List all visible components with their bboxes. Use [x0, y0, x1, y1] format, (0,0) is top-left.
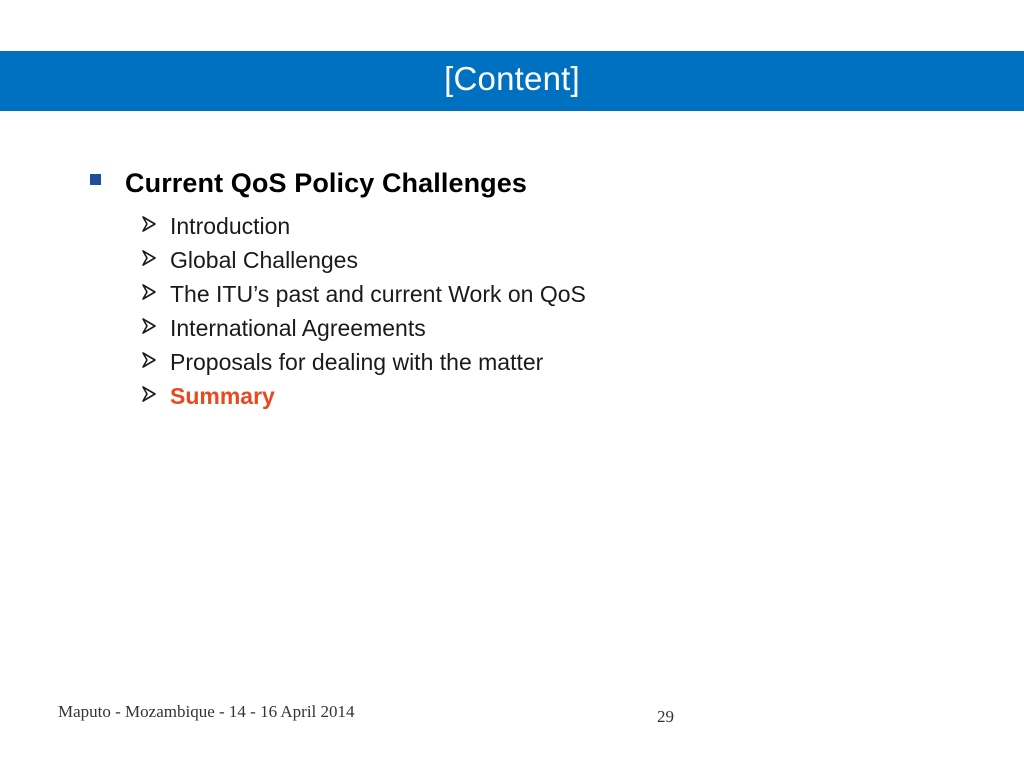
arrow-bullet-icon: [140, 385, 158, 403]
sub-item-label: Global Challenges: [170, 246, 358, 273]
main-bullet-label: Current QoS Policy Challenges: [125, 168, 527, 198]
footer-location-date: Maputo - Mozambique - 14 - 16 April 2014: [58, 702, 355, 721]
list-item-current: [140, 379, 586, 413]
slide-title: [Content]: [444, 60, 580, 97]
sub-item-label: International Agreements: [170, 314, 426, 341]
title-bar: [0, 51, 1024, 111]
list-item: [140, 345, 586, 379]
page-number: 29: [657, 707, 674, 726]
list-item: [140, 311, 586, 345]
square-bullet-icon: [90, 174, 101, 185]
arrow-bullet-icon: [140, 215, 158, 233]
sub-item-label: The ITU’s past and current Work on QoS: [170, 280, 586, 307]
arrow-bullet-icon: [140, 351, 158, 369]
sub-item-label: Introduction: [170, 212, 291, 239]
list-item: [140, 277, 586, 311]
sub-item-label: Proposals for dealing with the matter: [170, 348, 544, 375]
list-item: [140, 209, 586, 243]
main-bullet: [90, 168, 527, 199]
list-item: [140, 243, 586, 277]
sub-bullet-list: [140, 209, 586, 413]
sub-item-label-highlighted: Summary: [170, 382, 275, 409]
arrow-bullet-icon: [140, 283, 158, 301]
arrow-bullet-icon: [140, 317, 158, 335]
arrow-bullet-icon: [140, 249, 158, 267]
